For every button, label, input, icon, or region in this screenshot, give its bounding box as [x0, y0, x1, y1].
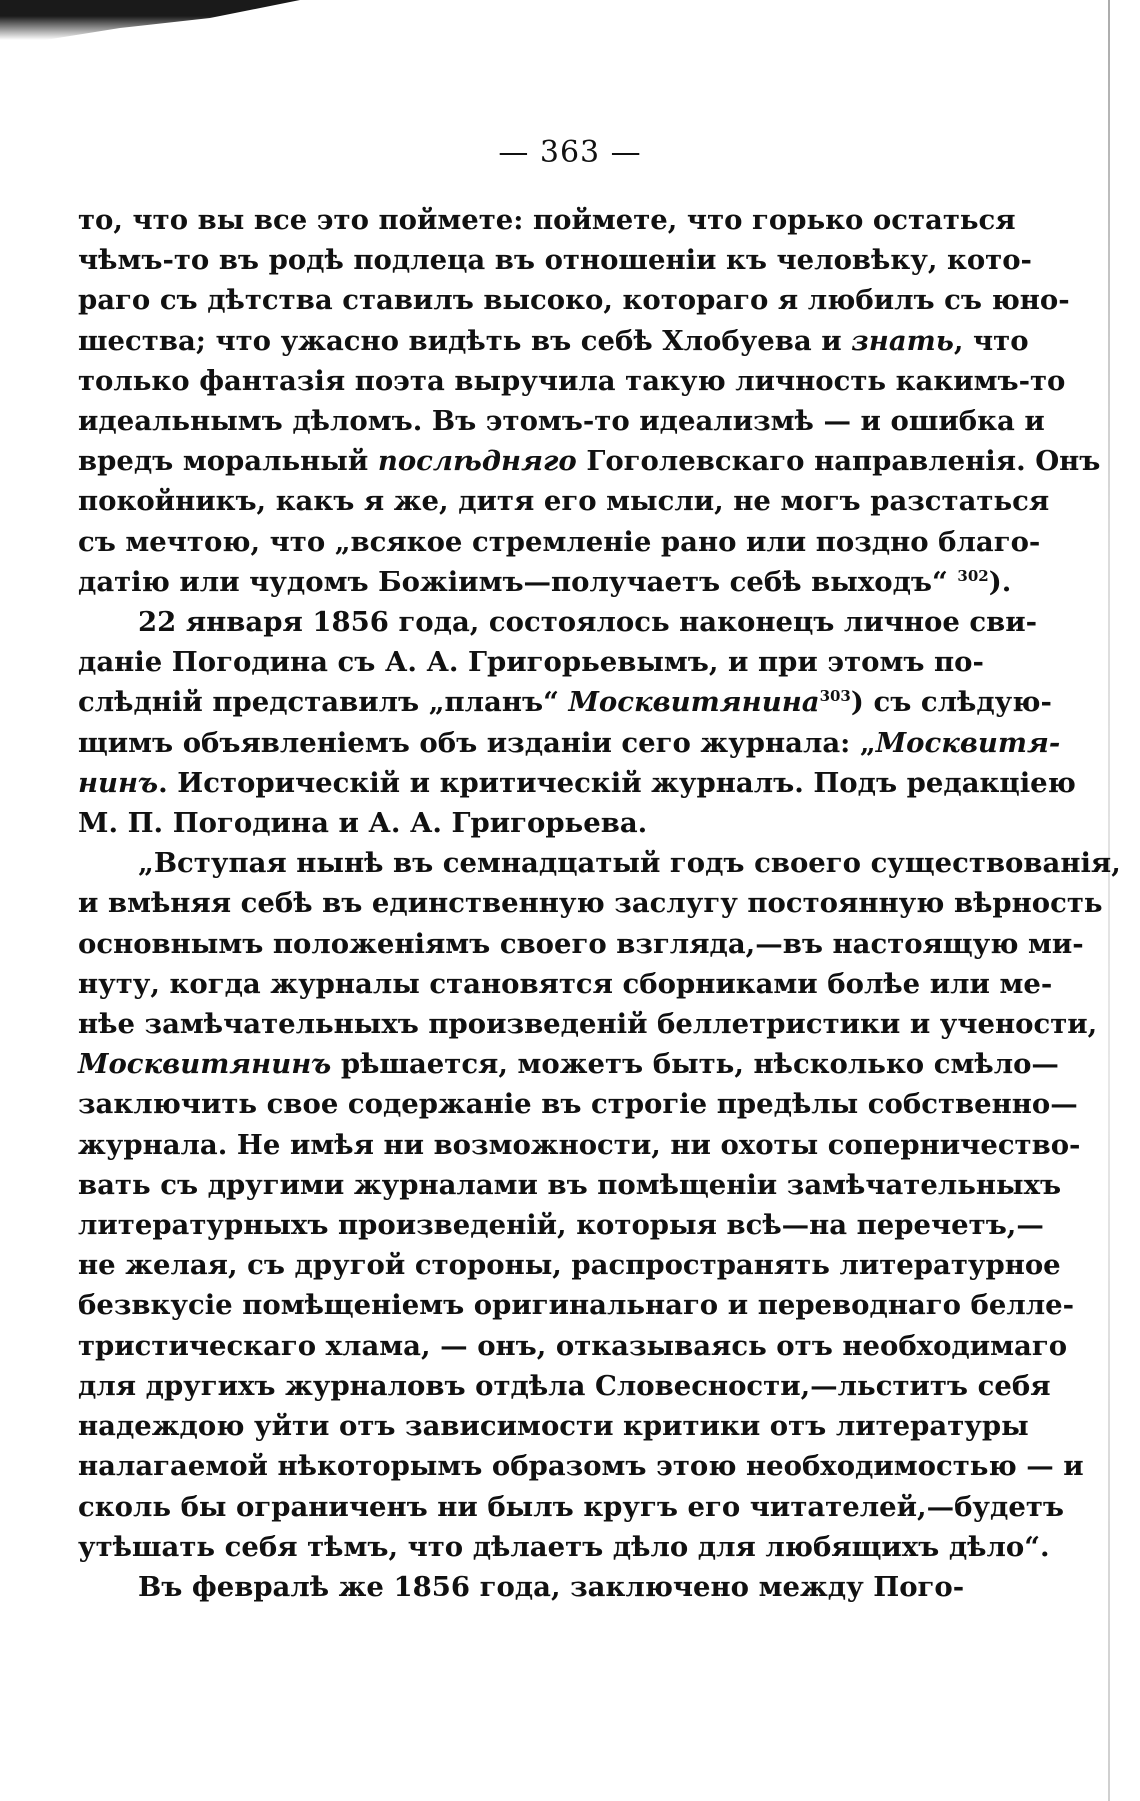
italic-word: нинъ — [78, 766, 159, 799]
text-line: Въ февралѣ же 1856 года, заключено между Пого- — [138, 1570, 965, 1603]
text-line: надеждою уйти отъ зависимости критики отъ литературы — [78, 1410, 1029, 1443]
text-line: щимъ объявленіемъ объ изданіи сего журнала: „Москвитя- — [78, 726, 1061, 759]
text-line: основнымъ положеніямъ своего взгляда,—въ настоящую ми- — [78, 927, 1084, 960]
italic-word: Москвитянинъ — [78, 1048, 332, 1081]
text-line: раго съ дѣтства ставилъ высоко, котораго я любилъ съ юно- — [78, 284, 1070, 317]
text-line: идеальнымъ дѣломъ. Въ этомъ-то идеализмѣ — и ошибка и — [78, 405, 1045, 438]
text-line: заключить свое содержаніе въ строгіе предѣлы собственно— — [78, 1088, 1078, 1121]
text-line: 22 января 1856 года, состоялось наконецъ личное сви- — [138, 606, 1038, 639]
italic-word: Москвитянина — [568, 686, 820, 719]
text-line: даніе Погодина съ А. А. Григорьевымъ, и при этомъ по- — [78, 646, 984, 679]
text-line: журнала. Не имѣя ни возможности, ни охоты соперничество- — [78, 1128, 1081, 1161]
text-line: безвкусіе помѣщеніемъ оригинальнаго и переводнаго белле- — [78, 1289, 1075, 1322]
body-text — [78, 200, 1121, 1607]
text-line: утѣшать себя тѣмъ, что дѣлаетъ дѣло для любящихъ дѣло“. — [78, 1530, 1050, 1563]
text-line: М. П. Погодина и А. А. Григорьева. — [78, 807, 648, 840]
footnote-ref: 303 — [819, 687, 851, 706]
text-line: чѣмъ-то въ родѣ подлеца въ отношеніи къ человѣку, кото- — [78, 244, 1032, 277]
text-line: съ мечтою, что „всякое стремленіе рано или поздно благо- — [78, 525, 1041, 558]
italic-word: послѣдняго — [377, 445, 577, 478]
footnote-ref: 302 — [957, 566, 989, 585]
text-line: Москвитянинъ рѣшается, можетъ быть, нѣсколько смѣло— — [78, 1048, 1059, 1081]
text-line: тристическаго хлама, — онъ, отказываясь отъ необходимаго — [78, 1329, 1068, 1362]
text-line: налагаемой нѣкоторымъ образомъ этою необходимостью — и — [78, 1450, 1084, 1483]
text-line: датію или чудомъ Божіимъ—получаетъ себѣ выходъ“ $^{302}$). — [78, 565, 1012, 598]
scan-artifact-right-edge — [1108, 0, 1110, 1801]
italic-word: Москвитя- — [875, 726, 1061, 759]
text-line: покойникъ, какъ я же, дитя его мысли, не могъ разстаться — [78, 485, 1050, 518]
text-line: сколь бы ограниченъ ни былъ кругъ его читателей,—будетъ — [78, 1490, 1064, 1523]
text-line: для другихъ журналовъ отдѣла Словесности,—льститъ себя — [78, 1369, 1051, 1402]
text-line: только фантазія поэта выручила такую личность какимъ-то — [78, 364, 1066, 397]
text-line: шества; что ужасно видѣть въ себѣ Хлобуева и знать, что — [78, 324, 1029, 357]
text-line: нинъ. Историческій и критическій журналъ. Подъ редакціею — [78, 766, 1076, 799]
scan-artifact-top-left — [0, 0, 300, 40]
text-line: не желая, съ другой стороны, распространять литературное — [78, 1249, 1061, 1282]
text-line: вредъ моральный послѣдняго Гоголевскаго направленія. Онъ — [78, 445, 1101, 478]
page-number: — 363 — — [498, 135, 642, 170]
text-line: вать съ другими журналами въ помѣщеніи замѣчательныхъ — [78, 1168, 1062, 1201]
text-line: слѣдній представилъ „планъ“ Москвитянина$^{303}$) съ слѣдую- — [78, 686, 1052, 719]
text-line: литературныхъ произведеній, которыя всѣ—на перечетъ,— — [78, 1209, 1044, 1242]
italic-word: знать — [851, 324, 954, 357]
text-line: и вмѣняя себѣ въ единственную заслугу постоянную вѣрность — [78, 887, 1103, 920]
text-line: нѣе замѣчательныхъ произведеній беллетристики и учености, — [78, 1008, 1098, 1041]
text-line: „Вступая нынѣ въ семнадцатый годъ своего существованія, — [138, 847, 1121, 880]
text-line: нуту, когда журналы становятся сборниками болѣе или ме- — [78, 967, 1053, 1000]
text-line: то, что вы все это поймете: поймете, что горько остаться — [78, 204, 1016, 236]
